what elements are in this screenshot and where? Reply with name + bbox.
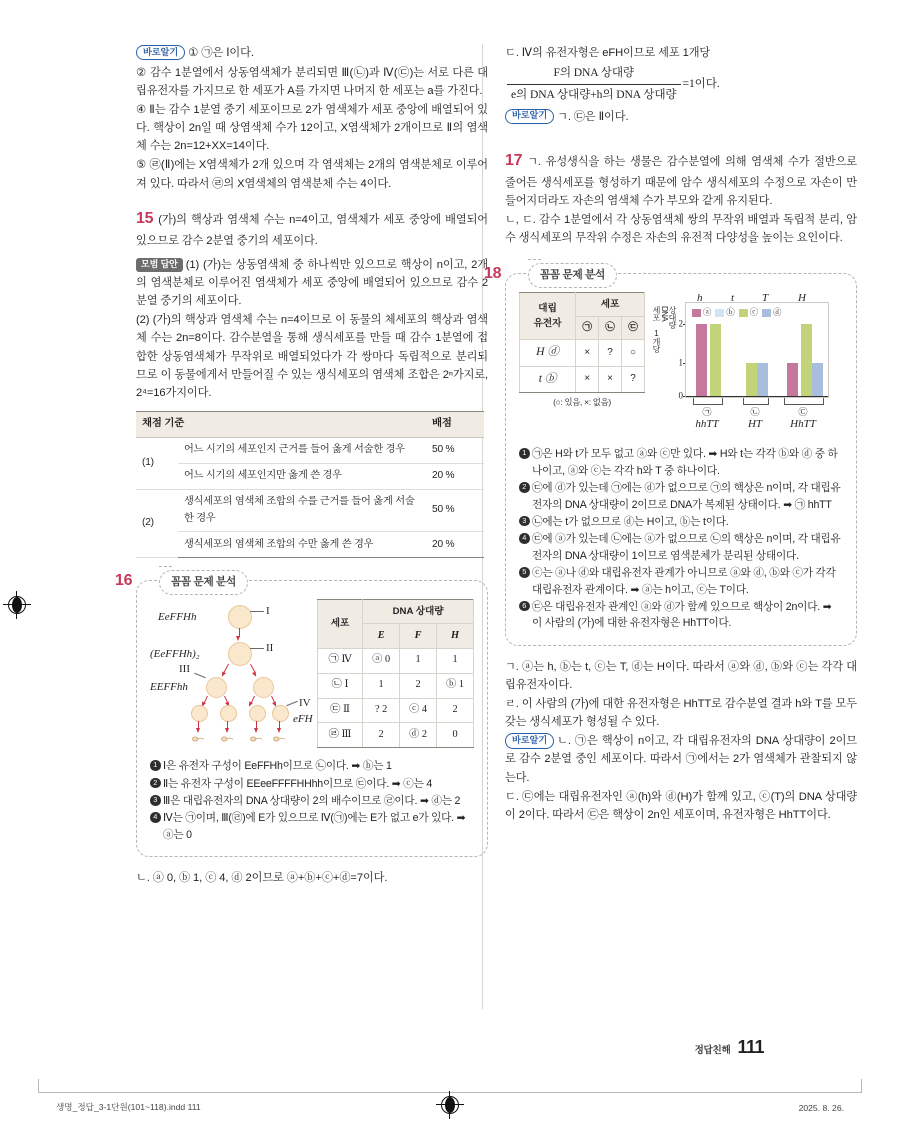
dna-col-E: E — [363, 623, 400, 648]
page-number: 111 — [737, 1037, 764, 1057]
allele-header-line2: 유전자 — [533, 318, 562, 330]
bullet-1-icon: 1 — [519, 446, 532, 479]
rubric-score: 50 % — [426, 489, 484, 531]
dna-value-E: 1 — [363, 673, 400, 698]
q15-answer-1 — [136, 256, 488, 310]
item-5-text: ⑤ ㉣(Ⅱ)에는 X염색체가 2개 있으며 각 염색체는 2개의 염색분체로 이루어져 있다. 따라서 ㉣의 X염색체의 염색분체 수는 4이다. — [136, 159, 488, 190]
dna-value-F: 2 — [400, 673, 437, 698]
y-tick-label-0: 0 — [678, 391, 683, 402]
cell-I-circle — [228, 605, 252, 629]
question-15 — [136, 206, 488, 558]
bullet-6-icon: 6 — [519, 599, 532, 632]
table-row — [136, 438, 484, 464]
allele-value: ? — [599, 339, 622, 366]
dna-value-H: ⓑ 1 — [437, 673, 474, 698]
arrow-II-right-head — [252, 672, 258, 678]
group-brace-2 — [743, 398, 769, 405]
list-item — [519, 514, 843, 530]
genotype-II-label: (EeFFHh)₂ — [150, 648, 200, 661]
dna-value-H: 0 — [437, 723, 474, 748]
chart-y-axis-title — [652, 306, 676, 352]
q18-analysis-item-2: ㉢에 ⓓ가 있는데 ㉠에는 ⓓ가 없으므로 ㉠의 핵상은 n이며, 각 대립유전자의 DNA 상대량이 2이므로 DNA가 복제된 상태이다. ➡ ㉠ hhTT — [532, 482, 841, 511]
item-4-text: ④ Ⅱ는 감수 1분열 중기 세포이므로 2가 염색체가 세포 중앙에 배열되어 있다. 핵상이 2n일 때 상염색체 수가 12이고, X염색체가 2개이므로 Ⅱ의 염색체 수는 2n=12+XX=14이다. — [136, 104, 488, 153]
allele-row-label: t ⓑ — [520, 366, 576, 393]
legend-swatch-c — [739, 309, 748, 317]
fraction-numerator: F의 DNA 상대량 — [553, 66, 635, 80]
q16-analysis-item-1: Ⅰ은 유전자 구성이 EeFFHh이므로 ㉡이다. ➡ ⓑ는 1 — [163, 760, 392, 773]
q18-analysis-list — [519, 446, 843, 631]
rubric-score: 20 % — [426, 464, 484, 490]
q15-answer-2: (2) (가)의 핵상과 염색체 수는 n=4이므로 이 동물의 체세포의 핵상과 염색체 수는 2n=8이다. 감수분열을 통해 생식세포를 만들 때 감수 1분열에 접합한 상동염색체가 무작위로 배열되었다가 각 쌍마다 독립적으로 분리되므로 이 동물에게서 만들어질 수 있는 생식세포의 염색체 조합은 2ⁿ가지로, 2⁴=16가지이다. — [136, 314, 488, 399]
q16-analysis-item-3: Ⅲ은 대립유전자의 DNA 상대량이 2의 배수이므로 ㉣이다. ➡ ⓓ는 2 — [163, 795, 461, 808]
q18-after-item-2: ㄹ. 이 사람의 (가)에 대한 유전자형은 HhTT로 감수분열 결과 h와 T를 모두 갖는 생식세포가 형성될 수 있다. — [505, 698, 857, 729]
rubric-group: (2) — [136, 489, 178, 557]
genotype-IV-label: eFH — [293, 713, 313, 726]
list-item — [150, 758, 474, 774]
dna-table-header-row-1 — [317, 600, 473, 624]
bar-g2-c — [746, 363, 757, 396]
q18-baroalgi-item-2: ㄷ. ㉢에는 대립유전자인 ⓐ(h)와 ⓓ(H)가 함께 있고, ⓒ(T)의 DNA 상대량이 2이다. 따라서 ㉢은 핵상이 2n인 세포이며, 유전자형은 HhTT이다. — [505, 790, 857, 821]
legend-item-b — [715, 306, 734, 320]
q15-number: 15 — [136, 209, 154, 227]
dna-value-E: ? 2 — [363, 698, 400, 723]
dna-value-F: ⓒ 4 — [400, 698, 437, 723]
cell-IV-leader — [286, 701, 298, 706]
table-row — [317, 723, 473, 748]
y-axis-title-dna: DNA — [660, 306, 669, 322]
group-genotype-3: HhTT — [790, 418, 816, 431]
q18-baro-text-1: ㄴ. ㉠은 핵상이 n이고, 각 대립유전자의 DNA 상대량이 2이므로 감수 2분열 중인 세포이다. 따라서 ㉠에서는 2가 염색체가 관찰되지 않는다. — [505, 735, 857, 784]
table-row — [317, 698, 473, 723]
q18-baroalgi-item-1 — [505, 732, 857, 786]
model-answer-badge: 모범 답안 — [136, 258, 183, 272]
arrow-gamete-head-3 — [254, 728, 258, 733]
q18-figure-row — [519, 292, 843, 432]
question-18-analysis-box — [484, 265, 857, 645]
q15-answer1-text: (1) (가)는 상동염색체 중 하나씩만 있으므로 핵상이 n이고, 2개의 염색분체로 이루어진 염색체가 세포 중앙에 배열되어 있으므로 감수 2분열 중기의 세포이다. — [136, 258, 488, 308]
y-tick-mark-1 — [683, 363, 686, 364]
dna-col-H: H — [437, 623, 474, 648]
analysis-connector-line — [159, 566, 172, 568]
registration-mark-bottom — [441, 1096, 459, 1114]
fraction-denominator: e의 DNA 상대량+h의 DNA 상대량 — [507, 84, 681, 105]
dna-value-H: 2 — [437, 698, 474, 723]
list-item — [519, 531, 843, 564]
q16-analysis-item-2: Ⅱ는 유전자 구성이 EEeeFFFFHHhh이므로 ㉢이다. ➡ ⓒ는 4 — [163, 777, 433, 790]
allele-header-row-1 — [520, 293, 645, 316]
cell-II-circle — [228, 642, 252, 666]
list-item — [150, 810, 474, 843]
cell-IV-circle-1 — [191, 705, 208, 722]
item-1-text: ㉠은 Ⅰ이다. — [201, 47, 254, 59]
registration-mark-left — [8, 596, 26, 614]
chart-top-label-t: t — [731, 292, 735, 305]
y-tick-label-2: 2 — [678, 318, 683, 329]
group-label-1: ㉠ — [702, 407, 712, 418]
legend-item-c — [739, 306, 758, 320]
sperm-icon-3 — [250, 735, 263, 743]
group-label-2: ㉡ — [750, 407, 760, 418]
y-axis-title-amount: 상대량 — [668, 306, 677, 329]
rubric-score: 50 % — [426, 438, 484, 464]
dna-value-H: 1 — [437, 648, 474, 673]
print-file-name: 생명_정답_3-1단원(101~118).indd 111 — [56, 1102, 201, 1112]
list-item — [150, 793, 474, 809]
arrow-I-to-II-head — [236, 636, 240, 641]
legend-swatch-b — [715, 309, 724, 317]
cell-IV-circle-4 — [272, 705, 289, 722]
allele-header-gene — [520, 293, 576, 340]
allele-row-label: H ⓓ — [520, 339, 576, 366]
group-genotype-1: hhTT — [695, 418, 719, 431]
allele-col-cell-1: ㉠ — [576, 316, 599, 339]
baro-algi-badge: 바로알기 — [505, 109, 554, 124]
rubric-group: (1) — [136, 438, 178, 490]
item-1-prefix: ① — [188, 46, 199, 59]
bar-g3-d — [812, 363, 823, 396]
arrow-II-left-head — [220, 672, 226, 678]
rubric-table — [136, 411, 484, 558]
q16-figure-row — [150, 599, 474, 749]
table-row — [136, 489, 484, 531]
table-row — [136, 464, 484, 490]
left-column — [115, 44, 488, 888]
q16-analysis-item-4: Ⅳ는 ㉠이며, Ⅲ(㉣)에 E가 있으므로 Ⅳ(㉠)에는 E가 없고 e가 있다. ➡ ⓐ는 0 — [163, 812, 466, 841]
legend-label-a: ⓐ — [703, 307, 712, 318]
y-tick-label-1: 1 — [678, 357, 683, 368]
allele-presence-table — [519, 292, 645, 393]
bullet-1-icon: 1 — [150, 758, 163, 774]
cell-I-leader — [250, 611, 264, 612]
allele-table-wrap — [519, 292, 645, 409]
dna-header-cell: 세포 — [317, 600, 362, 649]
table-row — [136, 532, 484, 558]
q16-baro-text: ㄱ. ㉢은 Ⅱ이다. — [557, 110, 629, 123]
rubric-criterion: 어느 시기의 세포인지만 옳게 쓴 경우 — [178, 464, 426, 490]
group-brace-3 — [784, 398, 824, 405]
table-row — [317, 648, 473, 673]
q16-conclusion: ㄴ. ⓐ 0, ⓑ 1, ⓒ 4, ⓓ 2이므로 ⓐ+ⓑ+ⓒ+ⓓ=7이다. — [136, 872, 388, 885]
baro-algi-badge: 바로알기 — [505, 733, 554, 748]
analysis-connector-line — [528, 259, 541, 261]
bar-g1-c — [710, 324, 721, 397]
y-tick-mark-0 — [683, 396, 686, 397]
dna-amount-table — [317, 599, 474, 748]
chart-legend — [692, 306, 782, 320]
sperm-icon-1 — [192, 735, 205, 743]
cell-division-diagram — [150, 599, 313, 749]
bar-g2-d — [757, 363, 768, 396]
q17-para1-text: ㄱ. 유성생식을 하는 생물은 감수분열에 의해 염색체 수가 절반으로 줄어든 생식세포를 형성하기 때문에 암수 생식세포의 수정으로 자손이 만들어지더라도 자손의 염색체 수가 부모와 같게 유지된다. — [505, 155, 857, 207]
print-tick-right — [861, 1079, 862, 1093]
baroalgi-line-1 — [136, 44, 488, 63]
q17-para-2: ㄴ, ㄷ. 감수 1분열에서 각 상동염색체 쌍의 무작위 배열과 독립적 분리, 암수 생식세포의 무작위 수정은 자손의 유전적 다양성을 높이는 요인이다. — [505, 214, 857, 245]
genotype-I-label: EeFFHh — [158, 611, 197, 624]
dna-value-E: 2 — [363, 723, 400, 748]
table-row — [317, 673, 473, 698]
baro-algi-badge: 바로알기 — [136, 45, 185, 60]
dna-row-cell: ㉢ Ⅱ — [317, 698, 362, 723]
list-item — [519, 480, 843, 513]
dna-value-E: ⓐ 0 — [363, 648, 400, 673]
bullet-3-icon: 3 — [150, 793, 163, 809]
legend-swatch-a — [692, 309, 701, 317]
list-item — [519, 599, 843, 632]
dna-value-F: ⓓ 2 — [400, 723, 437, 748]
q16-item-c-text: Ⅳ의 유전자형은 eFH이므로 세포 1개당 — [521, 47, 711, 59]
q18-analysis-item-4: ㉢에 ⓐ가 있는데 ㉡에는 ⓐ가 없으므로 ㉡의 핵상은 n이며, 각 대립유전자의 DNA 상대량이 1이므로 염색분체가 분리된 상태이다. — [532, 533, 841, 562]
q18-after-item-1: ㄱ. ⓐ는 h, ⓑ는 t, ⓒ는 T, ⓓ는 H이다. 따라서 ⓐ와 ⓓ, ⓑ와 ⓒ는 각각 대립유전자이다. — [505, 660, 857, 691]
group-label-3: ㉢ — [798, 407, 808, 418]
chart-top-label-h: h — [697, 292, 703, 305]
allele-table-note: (○: 있음, ×: 없음) — [553, 397, 611, 408]
bullet-3-icon: 3 — [519, 514, 532, 530]
table-row — [520, 366, 645, 393]
legend-label-b: ⓑ — [726, 307, 735, 318]
y-tick-mark-2 — [683, 324, 686, 325]
q16-analysis-list — [150, 758, 474, 843]
analysis-title-16: 꼼꼼 문제 분석 — [159, 570, 248, 595]
allele-col-cell-2: ㉡ — [599, 316, 622, 339]
allele-value: ○ — [622, 339, 645, 366]
cell-II-label: II — [266, 642, 274, 655]
cell-I-label: I — [266, 605, 270, 618]
q18-analysis-item-6: ㉢은 대립유전자 관계인 ⓐ와 ⓓ가 함께 있으므로 핵상이 2n이다. ➡ 이 사람의 (가)에 대한 유전자형은 HhTT이다. — [532, 600, 832, 630]
sperm-icon-4 — [273, 735, 286, 743]
q17-para-1 — [505, 148, 857, 210]
dna-amount-bar-chart — [652, 292, 834, 432]
q16-item-c-prefix: ㄷ. — [505, 47, 519, 59]
q18-analysis-item-3: ㉡에는 t가 없으므로 ⓓ는 H이고, ⓑ는 t이다. — [532, 515, 729, 528]
rubric-header-criterion: 채점 기준 — [136, 411, 426, 437]
bullet-4-icon: 4 — [519, 531, 532, 564]
list-item — [519, 565, 843, 598]
q15-intro — [136, 206, 488, 250]
fraction-result: =1이다. — [682, 77, 720, 91]
allele-value: × — [599, 366, 622, 393]
rubric-score: 20 % — [426, 532, 484, 558]
allele-value: ? — [622, 366, 645, 393]
question-17 — [505, 148, 857, 247]
q16-fraction-line — [505, 64, 857, 105]
legend-label-c: ⓒ — [749, 307, 759, 318]
allele-header-cells: 세포 — [576, 293, 645, 316]
group-brace-1 — [693, 398, 723, 405]
dna-col-F: F — [400, 623, 437, 648]
print-tick-left — [38, 1079, 39, 1093]
bar-g3-a — [787, 363, 798, 396]
sperm-icon-2 — [221, 735, 234, 743]
q18-number: 18 — [484, 265, 502, 283]
bullet-4-icon: 4 — [150, 810, 163, 843]
q17-number: 17 — [505, 151, 523, 169]
footer-label: 정답친해 — [694, 1045, 731, 1056]
legend-swatch-d — [762, 309, 771, 317]
cell-III-label: III — [179, 663, 190, 676]
bullet-2-icon: 2 — [150, 776, 163, 792]
page-footer — [695, 1037, 764, 1058]
q16-number: 16 — [115, 572, 133, 590]
chart-top-label-T: T — [762, 292, 769, 305]
analysis-header-16 — [159, 570, 248, 595]
bar-g3-c — [801, 324, 812, 397]
q16-baroalgi-line — [505, 108, 857, 126]
allele-value: × — [576, 366, 599, 393]
rubric-criterion: 생식세포의 염색체 조합의 수를 근거를 들어 옳게 서술한 경우 — [178, 489, 426, 531]
legend-label-d: ⓓ — [773, 307, 782, 318]
analysis-header-18 — [528, 263, 617, 288]
dna-row-cell: ㉡ Ⅰ — [317, 673, 362, 698]
item-2-text: ② 감수 1분열에서 상동염색체가 분리되면 Ⅲ(㉡)과 Ⅳ(㉢)는 서로 다른 대립유전자를 가지므로 한 세포가 A를 가지면 나머지 한 세포는 a를 가진다. — [136, 66, 488, 97]
dna-row-cell: ㉠ Ⅳ — [317, 648, 362, 673]
bar-g1-a — [696, 324, 707, 397]
cell-II-leader — [250, 648, 264, 649]
dna-ratio-fraction — [507, 64, 681, 105]
list-item — [519, 446, 843, 479]
analysis-title-18: 꼼꼼 문제 분석 — [528, 263, 617, 288]
rubric-criterion: 어느 시기의 세포인지 근거를 들어 옳게 서술한 경우 — [178, 438, 426, 464]
arrow-gamete-head-2 — [225, 728, 229, 733]
cell-IV-label: IV — [299, 697, 311, 710]
bullet-2-icon: 2 — [519, 480, 532, 513]
rubric-criterion: 생식세포의 염색체 조합의 수만 옳게 쓴 경우 — [178, 532, 426, 558]
q18-analysis-item-1: ㉠은 H와 t가 모두 없고 ⓐ와 ⓒ만 있다. ➡ H와 t는 각각 ⓑ와 ⓓ 중 하나이고, ⓐ와 ⓒ는 각각 h와 T 중 하나이다. — [532, 448, 838, 477]
group-genotype-2: HT — [747, 418, 763, 431]
q16-item-c-line — [505, 44, 857, 62]
bullet-5-icon: 5 — [519, 565, 532, 598]
legend-item-a — [692, 306, 711, 320]
question-16-analysis-box — [115, 572, 488, 857]
rubric-header-score: 배점 — [426, 411, 484, 437]
allele-value: × — [576, 339, 599, 366]
q18-analysis-item-5: ⓒ는 ⓐ나 ⓓ와 대립유전자 관계가 아니므로 ⓐ와 ⓓ, ⓑ와 ⓒ가 각각 대립유전자 관계이다. ➡ ⓐ는 h이고, ⓒ는 T이다. — [532, 567, 836, 596]
y-axis-title-kr: 세포 1개당 — [652, 306, 661, 353]
arrow-gamete-head-4 — [277, 728, 281, 733]
chart-top-label-H: H — [798, 292, 806, 305]
allele-header-line1: 대립 — [538, 302, 557, 314]
right-column — [484, 44, 857, 825]
legend-item-d — [762, 306, 781, 320]
rubric-header-row — [136, 411, 484, 437]
dna-header-group: DNA 상대량 — [363, 600, 474, 624]
dna-value-F: 1 — [400, 648, 437, 673]
cell-III-leader — [194, 673, 206, 678]
q15-intro-text: (가)의 핵상과 염색체 수는 n=4이고, 염색체가 세포 중앙에 배열되어 있으므로 감수 2분열 중기의 세포이다. — [136, 213, 488, 247]
cell-IV-circle-3 — [249, 705, 266, 722]
table-row — [520, 339, 645, 366]
dna-row-cell: ㉣ Ⅲ — [317, 723, 362, 748]
arrow-gamete-head-1 — [196, 728, 200, 733]
genotype-III-label: EEFFhh — [150, 681, 188, 694]
list-item — [150, 776, 474, 792]
cell-IV-circle-2 — [220, 705, 237, 722]
allele-col-cell-3: ㉢ — [622, 316, 645, 339]
print-date: 2025. 8. 26. — [798, 1103, 844, 1113]
